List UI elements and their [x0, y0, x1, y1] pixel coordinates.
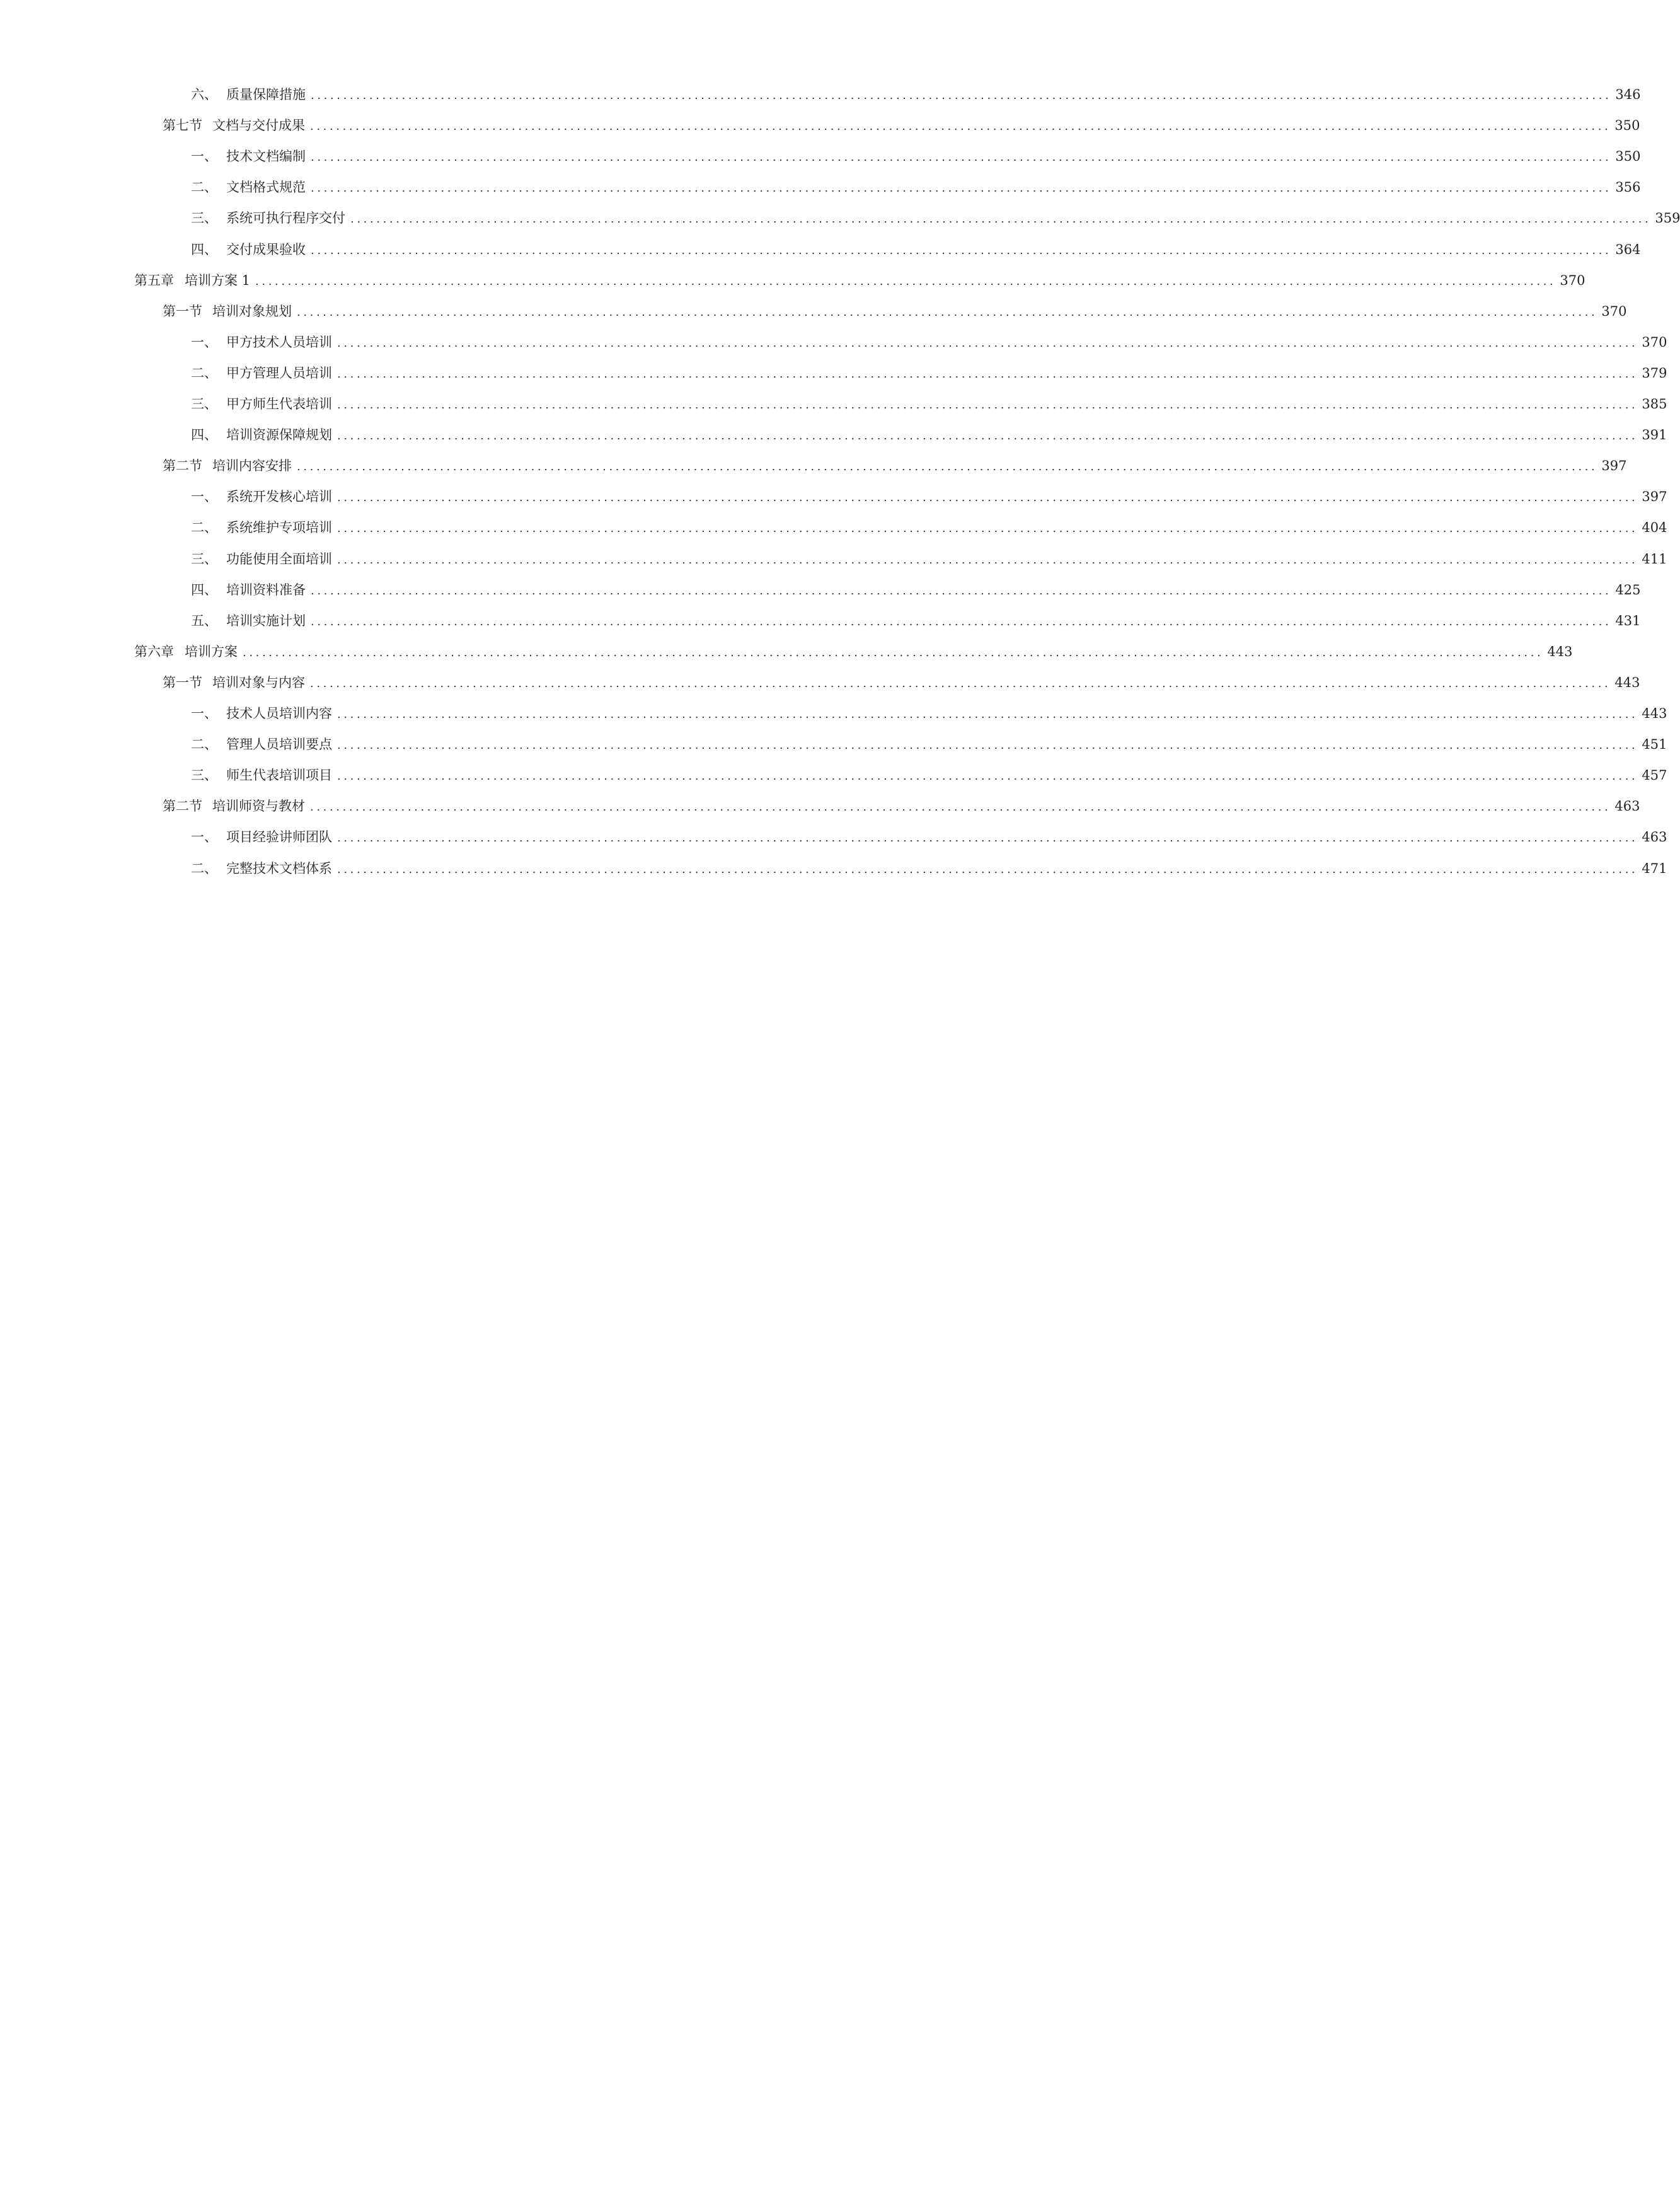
toc-entry-title: 甲方管理人员培训 [226, 365, 332, 381]
toc-entry-title: 培训内容安排 [212, 458, 292, 474]
toc-entry-title: 功能使用全面培训 [226, 551, 332, 567]
toc-entry[interactable] [191, 237, 1641, 262]
toc-dot-leader: ........................................................................................................................................................................................................ [337, 831, 1638, 845]
toc-entry-title: 系统开发核心培训 [226, 489, 332, 505]
toc-entry-page-number: 370 [1642, 334, 1667, 350]
toc-entry-title: 文档与交付成果 [212, 118, 305, 134]
toc-entry-title: 甲方师生代表培训 [226, 396, 332, 412]
toc-entry-page-number: 356 [1615, 180, 1641, 195]
toc-entry-page-number: 431 [1615, 613, 1641, 628]
toc-entry-page-number: 397 [1642, 489, 1667, 505]
toc-entry-number: 四、 [191, 241, 217, 257]
toc-dot-leader: ........................................................................................................................................................................................................ [311, 243, 1612, 257]
toc-dot-leader: ........................................................................................................................................................................................................ [350, 212, 1652, 226]
toc-entry-title: 管理人员培训要点 [226, 737, 332, 753]
toc-entry-page-number: 350 [1615, 149, 1641, 165]
toc-dot-leader: ........................................................................................................................................................................................................ [297, 460, 1598, 474]
toc-entry-title: 培训资料准备 [226, 582, 306, 597]
toc-entry-number: 第二节 [163, 458, 202, 474]
toc-dot-leader: ........................................................................................................................................................................................................ [311, 615, 1612, 628]
toc-entry-page-number: 425 [1615, 582, 1641, 597]
toc-entry-page-number: 463 [1642, 829, 1667, 845]
toc-entry[interactable] [134, 639, 1573, 664]
toc-entry-number: 五、 [191, 613, 217, 628]
toc-entry-page-number: 411 [1642, 551, 1667, 567]
toc-dot-leader: ........................................................................................................................................................................................................ [337, 491, 1638, 505]
toc-entry[interactable] [191, 391, 1667, 417]
toc-dot-leader: ........................................................................................................................................................................................................ [297, 305, 1598, 319]
toc-entry-number: 三、 [191, 396, 217, 412]
toc-entry-page-number: 451 [1642, 737, 1667, 753]
toc-dot-leader: ........................................................................................................................................................................................................ [311, 89, 1612, 102]
toc-entry-number: 六、 [191, 87, 217, 102]
toc-entry-title: 技术人员培训内容 [226, 706, 332, 721]
toc-dot-leader: ........................................................................................................................................................................................................ [310, 800, 1611, 814]
toc-entry[interactable] [163, 299, 1627, 324]
toc-entry[interactable] [134, 268, 1585, 293]
toc-entry-number: 二、 [191, 365, 217, 381]
toc-entry[interactable] [163, 453, 1627, 478]
toc-entry[interactable] [191, 577, 1641, 603]
toc-entry[interactable] [191, 175, 1641, 200]
toc-entry-page-number: 350 [1614, 118, 1640, 134]
toc-entry-title: 培训对象与内容 [212, 674, 305, 690]
toc-entry-page-number: 397 [1601, 458, 1627, 474]
toc-entry-number: 第六章 [134, 644, 174, 659]
toc-entry-title: 培训师资与教材 [212, 799, 305, 814]
toc-entry-page-number: 385 [1642, 396, 1667, 412]
toc-dot-leader: ........................................................................................................................................................................................................ [255, 274, 1556, 288]
toc-entry-number: 第五章 [134, 272, 174, 288]
toc-entry-number: 三、 [191, 211, 217, 226]
toc-entry-title: 培训资源保障规划 [226, 427, 332, 443]
toc-entry-number: 二、 [191, 860, 217, 876]
toc-entry-number: 一、 [191, 334, 217, 350]
toc-entry[interactable] [191, 732, 1667, 757]
toc-entry-title: 培训实施计划 [226, 613, 306, 628]
toc-entry-title: 师生代表培训项目 [226, 768, 332, 783]
toc-entry-page-number: 359 [1655, 211, 1680, 226]
toc-entry-number: 一、 [191, 489, 217, 505]
toc-entry-number: 三、 [191, 768, 217, 783]
toc-entry-number: 第一节 [163, 303, 202, 319]
toc-entry-number: 一、 [191, 706, 217, 721]
toc-dot-leader: ........................................................................................................................................................................................................ [337, 398, 1638, 412]
toc-entry-number: 二、 [191, 180, 217, 195]
toc-entry[interactable] [191, 361, 1667, 386]
toc-entry[interactable] [191, 608, 1641, 633]
toc-entry-title: 系统维护专项培训 [226, 520, 332, 536]
toc-entry-title: 甲方技术人员培训 [226, 334, 332, 350]
toc-entry-title: 技术文档编制 [226, 149, 306, 165]
toc-entry-title: 交付成果验收 [226, 241, 306, 257]
toc-entry-title: 质量保障措施 [226, 87, 306, 102]
toc-entry-number: 四、 [191, 582, 217, 597]
toc-dot-leader: ........................................................................................................................................................................................................ [337, 367, 1638, 381]
toc-entry-number: 一、 [191, 829, 217, 845]
toc-entry-number: 四、 [191, 427, 217, 443]
toc-dot-leader: ........................................................................................................................................................................................................ [337, 553, 1638, 567]
toc-entry[interactable] [191, 824, 1667, 850]
toc-dot-leader: ........................................................................................................................................................................................................ [337, 739, 1638, 753]
toc-entry-number: 三、 [191, 551, 217, 567]
table-of-contents [0, 0, 1680, 983]
toc-dot-leader: ........................................................................................................................................................................................................ [337, 429, 1638, 443]
toc-entry-page-number: 370 [1601, 303, 1627, 319]
toc-dot-leader: ........................................................................................................................................................................................................ [311, 584, 1612, 597]
toc-dot-leader: ........................................................................................................................................................................................................ [311, 182, 1612, 195]
toc-dot-leader: ........................................................................................................................................................................................................ [310, 676, 1611, 690]
toc-entry-title: 完整技术文档体系 [226, 860, 332, 876]
toc-entry-number: 二、 [191, 520, 217, 536]
toc-entry-title: 培训方案 [185, 644, 238, 659]
toc-dot-leader: ........................................................................................................................................................................................................ [337, 522, 1638, 536]
toc-entry-number: 第七节 [163, 118, 202, 134]
toc-entry-title: 系统可执行程序交付 [226, 211, 345, 226]
toc-entry[interactable] [191, 330, 1667, 355]
toc-dot-leader: ........................................................................................................................................................................................................ [311, 151, 1612, 165]
toc-entry-title: 培训方案 1 [185, 272, 251, 288]
toc-entry-page-number: 443 [1614, 674, 1640, 690]
toc-entry[interactable] [163, 113, 1640, 138]
toc-entry-page-number: 391 [1642, 427, 1667, 443]
toc-dot-leader: ........................................................................................................................................................................................................ [337, 336, 1638, 350]
toc-entry-page-number: 370 [1560, 272, 1585, 288]
toc-entry-title: 文档格式规范 [226, 180, 306, 195]
toc-entry[interactable] [191, 144, 1641, 169]
toc-entry-page-number: 443 [1547, 644, 1573, 659]
toc-dot-leader: ........................................................................................................................................................................................................ [310, 120, 1611, 134]
toc-dot-leader: ........................................................................................................................................................................................................ [337, 770, 1638, 783]
toc-entry[interactable] [191, 856, 1667, 881]
toc-entry-number: 一、 [191, 149, 217, 165]
toc-entry[interactable] [163, 670, 1640, 695]
toc-entry-page-number: 457 [1642, 768, 1667, 783]
toc-entry[interactable] [191, 515, 1667, 540]
toc-entry-page-number: 346 [1615, 87, 1641, 102]
toc-entry[interactable] [163, 794, 1640, 819]
toc-entry-title: 项目经验讲师团队 [226, 829, 332, 845]
toc-entry[interactable] [191, 205, 1680, 231]
toc-entry[interactable] [191, 763, 1667, 788]
toc-dot-leader: ........................................................................................................................................................................................................ [243, 645, 1544, 659]
toc-entry[interactable] [191, 546, 1667, 572]
toc-entry-number: 二、 [191, 737, 217, 753]
toc-entry-page-number: 471 [1642, 860, 1667, 876]
toc-dot-leader: ........................................................................................................................................................................................................ [337, 708, 1638, 721]
toc-entry-page-number: 443 [1642, 706, 1667, 721]
toc-entry[interactable] [191, 422, 1667, 447]
toc-entry-page-number: 404 [1642, 520, 1667, 536]
toc-entry-number: 第二节 [163, 799, 202, 814]
toc-entry-page-number: 379 [1642, 365, 1667, 381]
toc-entry[interactable] [191, 701, 1667, 726]
toc-entry[interactable] [191, 82, 1641, 107]
toc-entry-page-number: 364 [1615, 241, 1641, 257]
toc-entry-number: 第一节 [163, 674, 202, 690]
toc-entry[interactable] [191, 484, 1667, 509]
toc-entry-title: 培训对象规划 [212, 303, 292, 319]
toc-entry-page-number: 463 [1614, 799, 1640, 814]
toc-dot-leader: ........................................................................................................................................................................................................ [337, 862, 1638, 876]
